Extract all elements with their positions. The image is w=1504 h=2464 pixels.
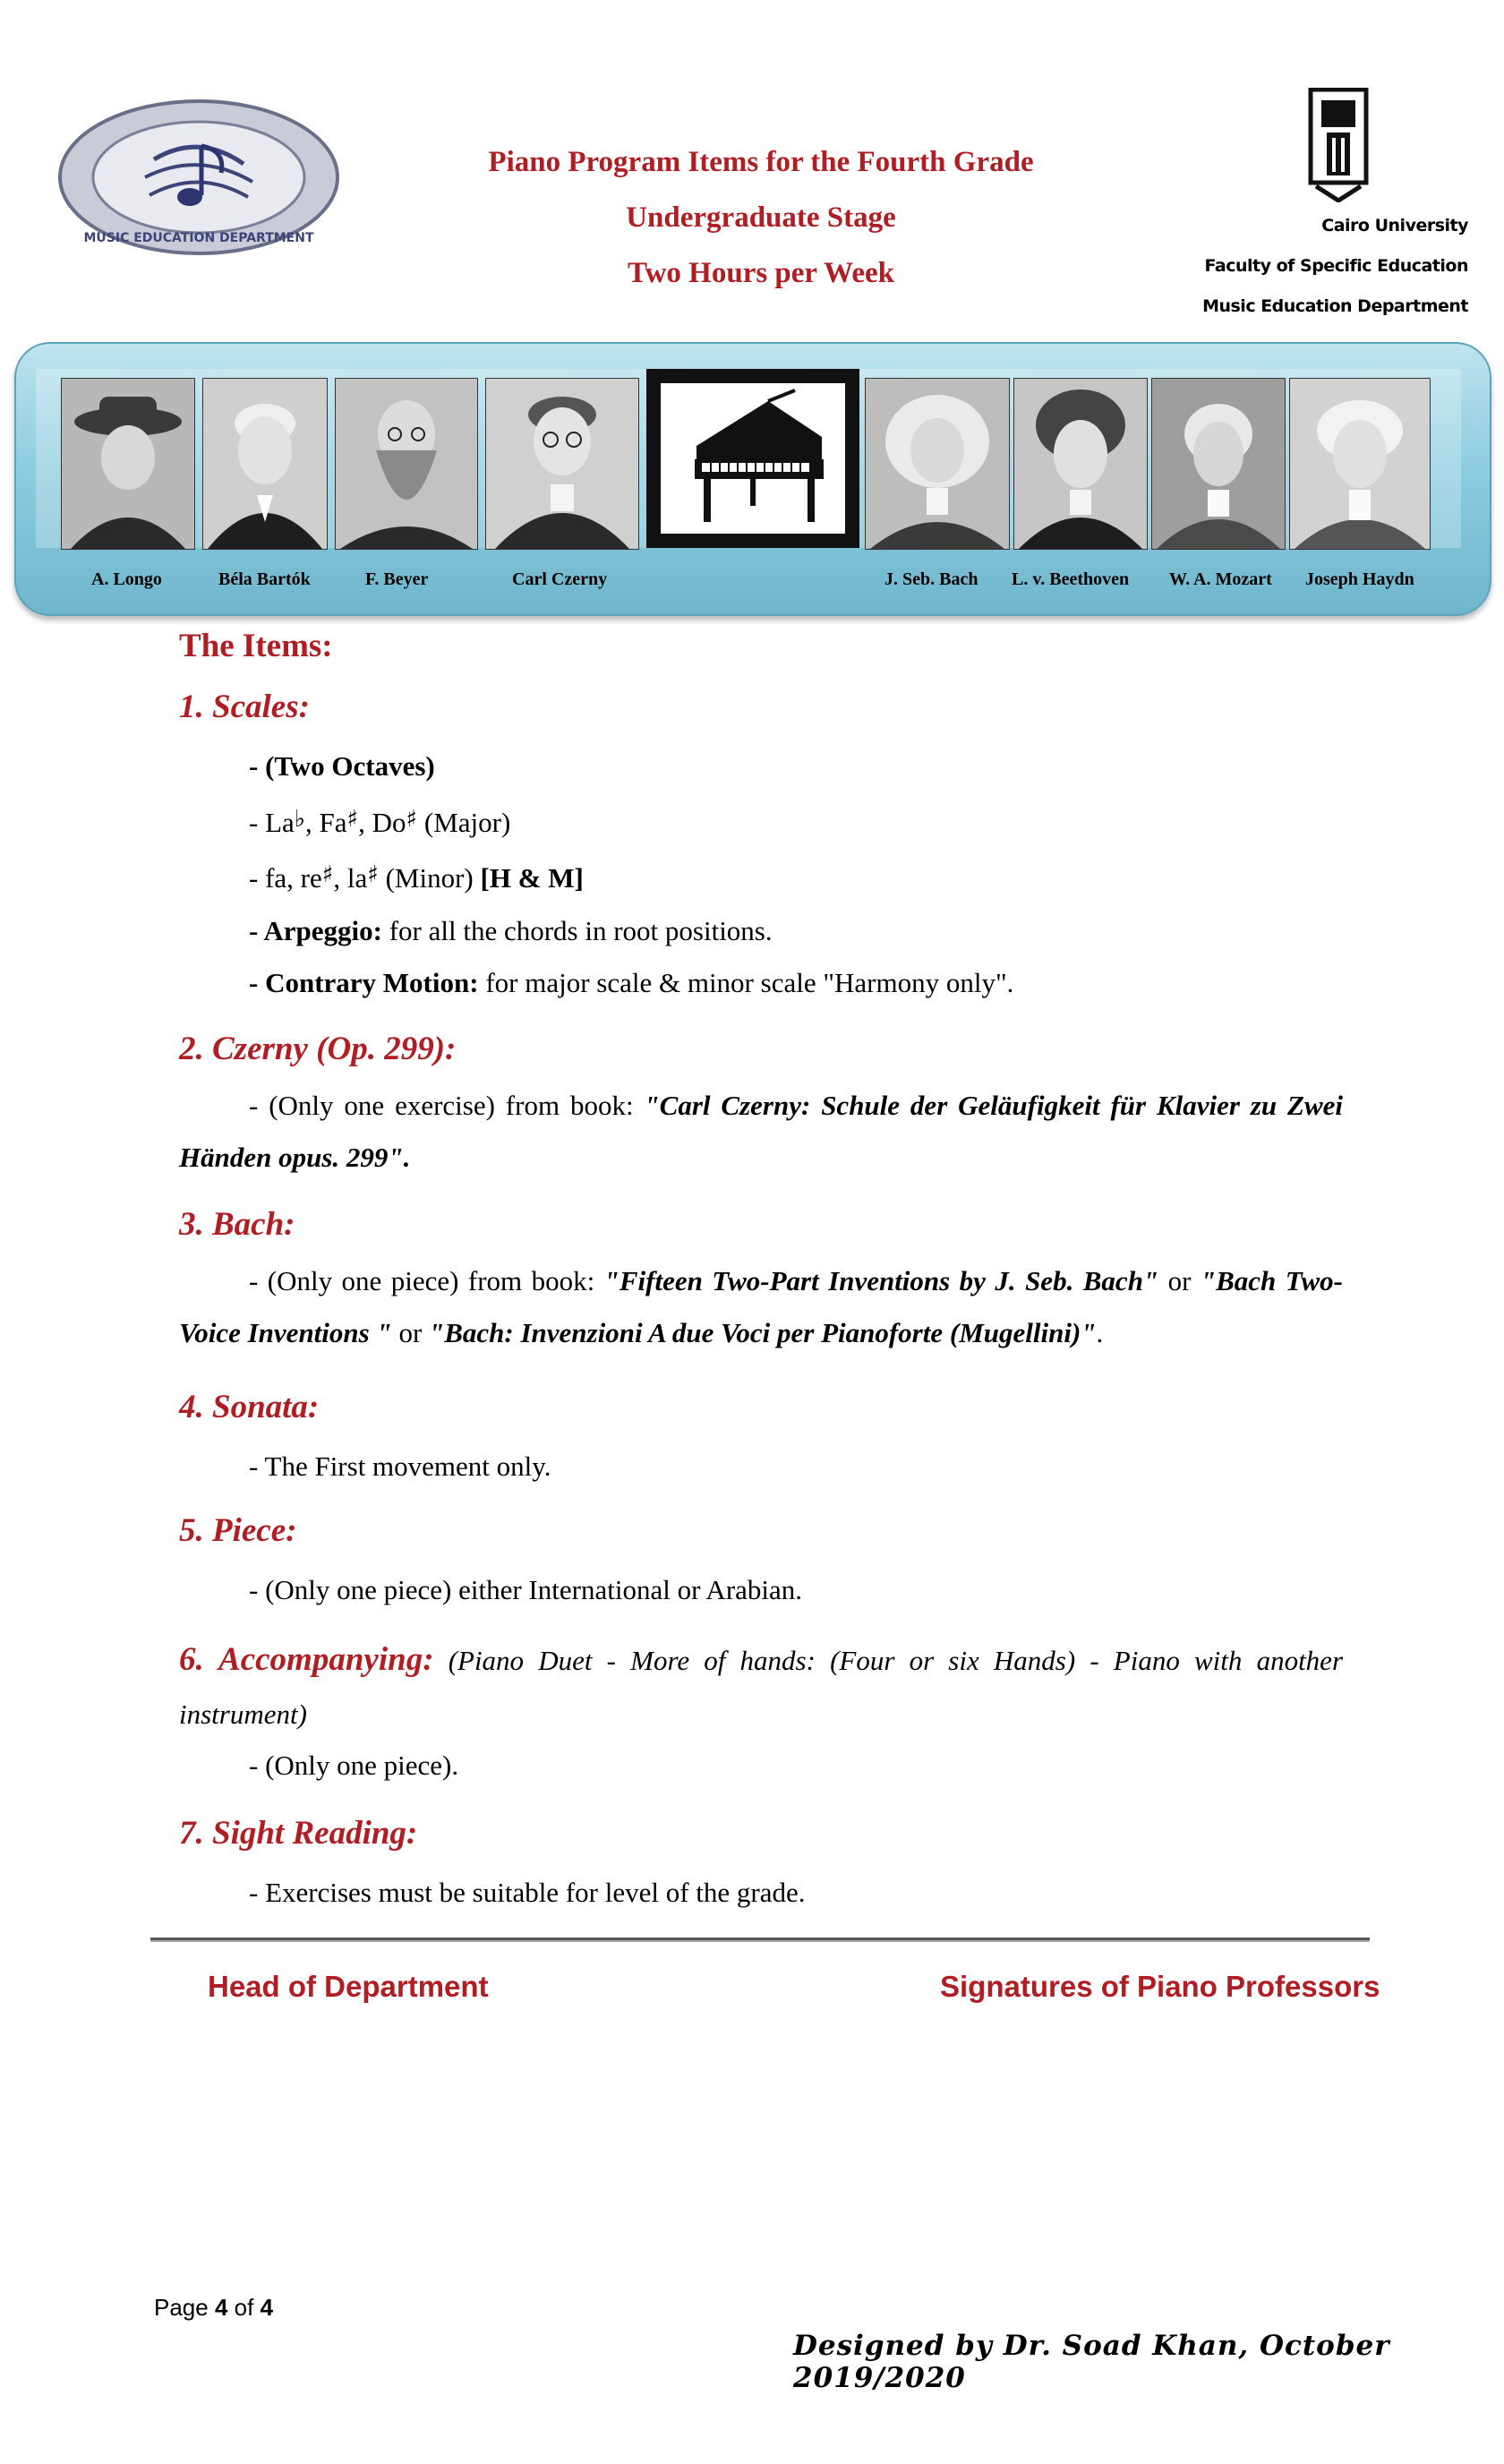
minor-mid: , la: [333, 862, 368, 894]
sight-reading-text: - Exercises must be suitable for level of the grade.: [249, 1877, 806, 1908]
scales-minor-line: [249, 861, 584, 894]
accompanying-text: - (Only one piece).: [249, 1750, 459, 1781]
sharp-icon: ♯: [406, 806, 418, 833]
scales-arpeggio: [249, 915, 773, 947]
scales-major-line: [249, 806, 510, 839]
portrait-longo: [61, 378, 195, 550]
composer-label-bach: J. Seb. Bach: [884, 569, 978, 589]
hours-subtitle: Two Hours per Week: [628, 257, 894, 289]
institution-block: [1164, 206, 1468, 327]
minor-suffix: (Minor): [378, 862, 481, 894]
head-of-department-label: Head of Department: [208, 1970, 489, 2003]
composer-label-beyer: F. Beyer: [365, 569, 429, 589]
portrait-mozart: [1151, 378, 1286, 550]
major-suffix: (Major): [417, 807, 511, 838]
composer-label-bartok: Béla Bartók: [218, 569, 311, 589]
designed-by: Designed by Dr. Soad Khan, October 2019/2020: [793, 2330, 1390, 2394]
piece-heading: 5. Piece:: [179, 1512, 297, 1549]
composer-label-mozart: W. A. Mozart: [1169, 569, 1272, 589]
composer-label-longo: A. Longo: [91, 569, 162, 589]
portrait-bach: [865, 378, 1010, 550]
minor-tag: [H & M]: [480, 862, 584, 894]
accompanying-paragraph: [179, 1633, 1343, 1741]
grand-piano-icon: [661, 383, 845, 534]
header-titles: [340, 134, 1182, 301]
bach-or-2: or: [391, 1317, 430, 1348]
scales-heading: 1. Scales:: [179, 689, 310, 725]
sharp-icon: ♯: [346, 806, 359, 833]
minor-prefix: - fa, re: [249, 862, 322, 894]
university-name: Cairo University: [1321, 216, 1468, 235]
portrait-bartok: [202, 378, 328, 550]
portrait-haydn: [1289, 378, 1431, 550]
svg-text:MUSIC EDUCATION DEPARTMENT: MUSIC EDUCATION DEPARTMENT: [83, 231, 314, 245]
bach-or-1: or: [1158, 1265, 1201, 1296]
sharp-icon: ♯: [321, 861, 334, 888]
page-title: Piano Program Items for the Fourth Grade: [488, 146, 1034, 178]
flat-icon: ♭: [294, 806, 306, 833]
bach-heading: 3. Bach:: [179, 1206, 295, 1243]
czerny-heading: 2. Czerny (Op. 299):: [179, 1031, 457, 1067]
portrait-beethoven: [1013, 378, 1148, 550]
department-logo: [56, 97, 342, 258]
composer-label-beethoven: L. v. Beethoven: [1012, 569, 1130, 589]
czerny-book: "Carl Czerny: Schule der Geläufigkeit für Klavier zu Zwei Händen opus. 299".: [179, 1090, 1344, 1173]
major-prefix: - La: [249, 807, 295, 838]
accompanying-note: (Piano Duet - More of hands: (Four or six Hands) - Piano with another instrument): [179, 1645, 1344, 1730]
scales-contrary-motion: [249, 967, 1013, 999]
scales-octaves: - (Two Octaves): [249, 750, 435, 782]
faculty-name: Faculty of Specific Education: [1204, 256, 1468, 276]
page-prefix: Page: [154, 2294, 215, 2321]
bach-text: - (Only one piece) from book:: [249, 1265, 604, 1296]
page-of: of: [227, 2294, 261, 2321]
sonata-text: - The First movement only.: [249, 1450, 551, 1482]
major-mid2: , Do: [358, 807, 406, 838]
contrary-label: - Contrary Motion:: [249, 967, 479, 998]
czerny-paragraph: [179, 1080, 1343, 1184]
arpeggio-label: - Arpeggio:: [249, 915, 382, 946]
arpeggio-text: for all the chords in root positions.: [381, 915, 773, 946]
portrait-beyer: [335, 378, 478, 550]
items-title: The Items:: [179, 628, 333, 664]
sonata-heading: 4. Sonata:: [179, 1389, 320, 1425]
page-current: 4: [214, 2294, 228, 2321]
czerny-text: - (Only one exercise) from book:: [249, 1090, 645, 1121]
footer-divider: [150, 1938, 1370, 1942]
sharp-icon: ♯: [367, 861, 379, 888]
bach-end: .: [1096, 1317, 1104, 1348]
bach-book-2: "Bach Two-Voice Inventions ": [179, 1265, 1343, 1348]
composer-label-czerny: Carl Czerny: [512, 569, 608, 589]
composer-label-haydn: Joseph Haydn: [1305, 569, 1414, 589]
major-mid1: , Fa: [305, 807, 347, 838]
signatures-label: Signatures of Piano Professors: [940, 1970, 1380, 2003]
accompanying-heading: 6. Accompanying:: [179, 1641, 434, 1678]
bach-book-3: "Bach: Invenzioni A due Voci per Pianoforte (Mugellini)": [429, 1317, 1097, 1348]
stage-subtitle: Undergraduate Stage: [626, 201, 896, 234]
page-total: 4: [260, 2294, 274, 2321]
piece-text: - (Only one piece) either International or Arabian.: [249, 1574, 803, 1605]
sight-reading-heading: 7. Sight Reading:: [179, 1815, 418, 1852]
bach-paragraph: [179, 1255, 1343, 1359]
department-name: Music Education Department: [1202, 296, 1468, 316]
cairo-university-logo: [1307, 88, 1370, 202]
portrait-czerny: [485, 378, 639, 550]
page-number: [154, 2294, 273, 2322]
bach-book-1: "Fifteen Two-Part Inventions by J. Seb. Bach": [603, 1265, 1159, 1296]
contrary-text: for major scale & minor scale "Harmony only".: [478, 967, 1014, 998]
